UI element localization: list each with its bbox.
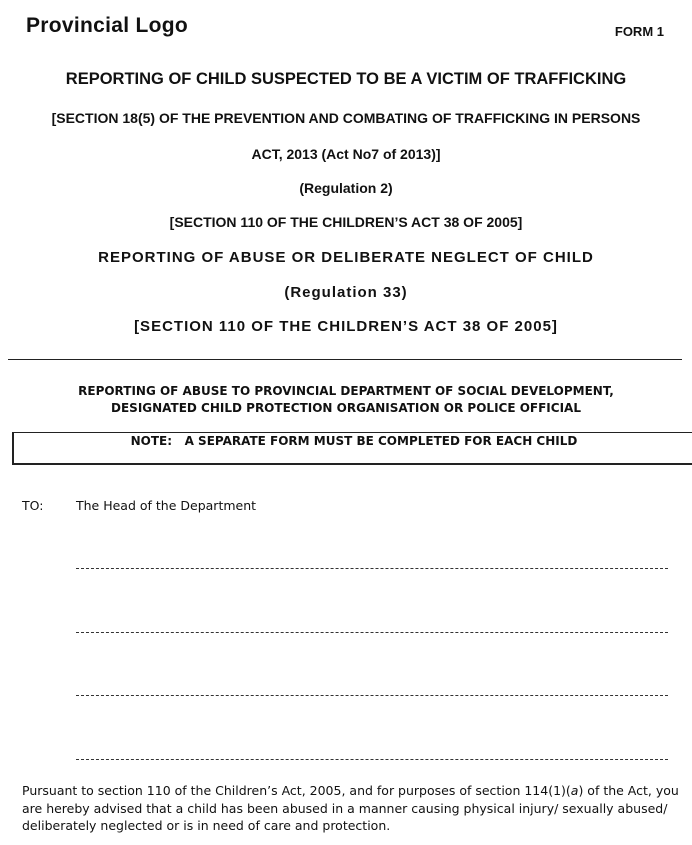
paragraph-text-start: Pursuant to section 110 of the Children’s Act, 2005, and for purposes of section 114(1)( <box>22 783 571 798</box>
paragraph-text-end: ) of the Act, you are hereby advised that a child has been abused in a manner causing physical injury/ sexually abused/ deliberately neglected or is in need of care and protection. <box>22 783 679 833</box>
addressee-label: TO: <box>22 498 44 513</box>
section-reference-line-1: [SECTION 18(5) OF THE PREVENTION AND COMBATING OF TRAFFICKING IN PERSONS <box>51 110 641 126</box>
report-heading-line-2: DESIGNATED CHILD PROTECTION ORGANISATION OR POLICE OFFICIAL <box>111 401 581 415</box>
address-line-4[interactable] <box>76 759 668 760</box>
abuse-neglect-title: REPORTING OF ABUSE OR DELIBERATE NEGLECT OF CHILD <box>98 249 594 266</box>
note-text: NOTE: A SEPARATE FORM MUST BE COMPLETED FOR EACH CHILD <box>130 434 578 448</box>
regulation-reference: (Regulation 2) <box>299 180 393 196</box>
regulation-33-reference: (Regulation 33) <box>284 284 408 301</box>
addressee-value: The Head of the Department <box>76 498 257 513</box>
form-number: FORM 1 <box>614 24 664 39</box>
horizontal-divider <box>8 359 682 360</box>
paragraph-subsection-ref: a <box>570 783 579 798</box>
provincial-logo: Provincial Logo <box>26 14 189 37</box>
section-reference-line-2: ACT, 2013 (Act No7 of 2013)] <box>251 146 441 162</box>
notification-paragraph <box>22 782 682 835</box>
address-line-1[interactable] <box>76 568 668 569</box>
childrens-act-reference: [SECTION 110 OF THE CHILDREN’S ACT 38 OF 2005] <box>169 214 523 230</box>
address-line-2[interactable] <box>76 632 668 633</box>
document-title: REPORTING OF CHILD SUSPECTED TO BE A VICTIM OF TRAFFICKING <box>65 70 627 88</box>
childrens-act-reference-2: [SECTION 110 OF THE CHILDREN’S ACT 38 OF 2005] <box>134 318 558 335</box>
report-heading <box>0 383 692 417</box>
address-line-3[interactable] <box>76 695 668 696</box>
report-heading-line-1: REPORTING OF ABUSE TO PROVINCIAL DEPARTMENT OF SOCIAL DEVELOPMENT, <box>78 384 614 398</box>
